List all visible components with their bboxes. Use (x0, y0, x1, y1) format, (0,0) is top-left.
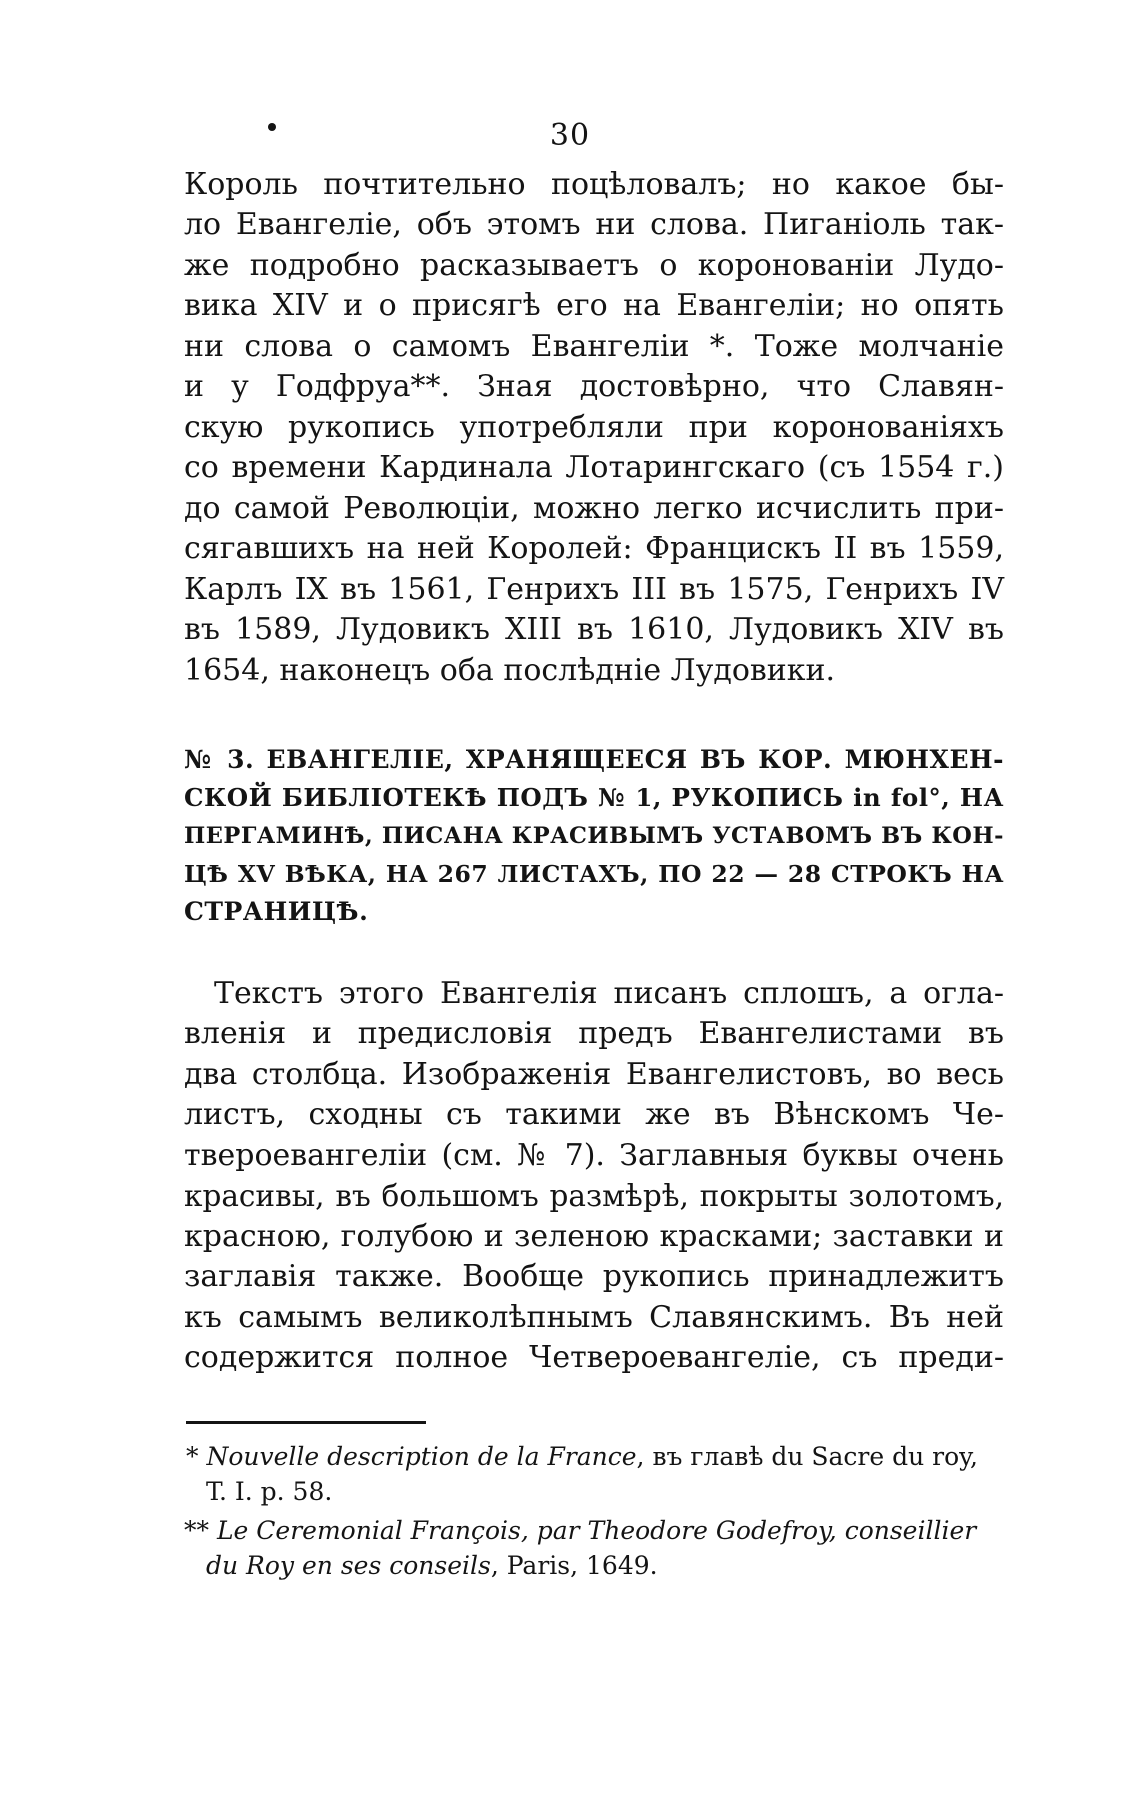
page-number: 30 (549, 118, 591, 153)
footnote-title: Le Ceremonial François, par Theodore Godefroy, conseillier (216, 1516, 977, 1545)
text-line: къ самымъ великолѣпнымъ Славянскимъ. Въ ней (184, 1300, 1004, 1335)
text-line: 1654, наконецъ оба послѣдніе Лудовики. (184, 653, 836, 688)
heading-line: № 3. ЕВАНГЕЛІЕ, ХРАНЯЩЕЕСЯ ВЪ КОР. МЮНХЕН- (184, 745, 1004, 774)
footnote-divider (186, 1421, 426, 1424)
text-line: Карлъ IX въ 1561, Генрихъ III въ 1575, Генрихъ IV (184, 572, 1004, 607)
footnote-2 (184, 1515, 976, 1547)
text-line: сягавшихъ на ней Королей: Францискъ II въ 1559, (184, 531, 1004, 566)
text-line: Король почтительно поцѣловалъ; но какое бы- (184, 167, 1004, 202)
text-line: со времени Кардинала Лотарингскаго (съ 1554 г.) (184, 450, 1004, 485)
footnote-1 (186, 1441, 978, 1473)
footnote-text: , Paris, 1649. (490, 1551, 658, 1580)
text-line: ни слова о самомъ Евангеліи *. Тоже молчаніе (184, 329, 1004, 364)
text-line: твероевангеліи (см. № 7). Заглавныя буквы очень (184, 1138, 1004, 1173)
text-line: красною, голубою и зеленою красками; заставки и (184, 1219, 1004, 1254)
heading-line: СТРАНИЦѢ. (184, 897, 369, 926)
text-line: два столбца. Изображенія Евангелистовъ, во весь (184, 1057, 1004, 1092)
text-line: же подробно расказываетъ о коронованіи Лудо- (184, 248, 1004, 283)
footnote-1-line-2: T. I. p. 58. (206, 1477, 333, 1506)
text-line: скую рукопись употребляли при коронованіяхъ (184, 410, 1004, 445)
footnote-text-italic: du Roy en ses conseils (206, 1551, 491, 1580)
footnote-marker: * (186, 1442, 199, 1471)
text-line: содержится полное Четвероевангеліе, съ преди- (184, 1340, 1004, 1375)
heading-line: СКОЙ БИБЛІОТЕКѢ ПОДЪ № 1, РУКОПИСЬ in fol°, НА (184, 783, 1004, 812)
text-line: вика XIV и о присягѣ его на Евангеліи; но опять (184, 288, 1004, 323)
text-line: заглавія также. Вообще рукопись принадлежитъ (184, 1259, 1004, 1294)
heading-line: ПЕРГАМИНѢ, ПИСАНА КРАСИВЫМЪ УСТАВОМЪ ВЪ КОН- (184, 823, 1004, 849)
text-line: въ 1589, Лудовикъ XIII въ 1610, Лудовикъ XIV въ (184, 612, 1004, 647)
text-line: красивы, въ большомъ размѣрѣ, покрыты золотомъ, (184, 1179, 1004, 1213)
text-line: листъ, сходны съ такими же въ Вѣнскомъ Че- (184, 1097, 1004, 1132)
footnote-2-line-2 (206, 1550, 658, 1582)
text-line: вленія и предисловія предъ Евангелистами въ (184, 1016, 1004, 1051)
text-line: и у Годфруа**. Зная достовѣрно, что Славян- (184, 369, 1004, 404)
heading-line: ЦѢ XV ВѢКА, НА 267 ЛИСТАХЪ, ПО 22 — 28 СТРОКЪ НА (184, 860, 1004, 888)
footnote-marker: ** (184, 1516, 209, 1545)
footnote-text: , въ главѣ du Sacre du roy, (636, 1442, 978, 1471)
text-line: ло Евангеліе, объ этомъ ни слова. Пиганіоль так- (184, 207, 1004, 242)
text-line: Текстъ этого Евангелія писанъ сплошъ, а огла- (214, 976, 1004, 1011)
footnote-title: Nouvelle description de la France (206, 1442, 637, 1471)
text-line: до самой Революціи, можно легко исчислить при- (184, 491, 1004, 526)
